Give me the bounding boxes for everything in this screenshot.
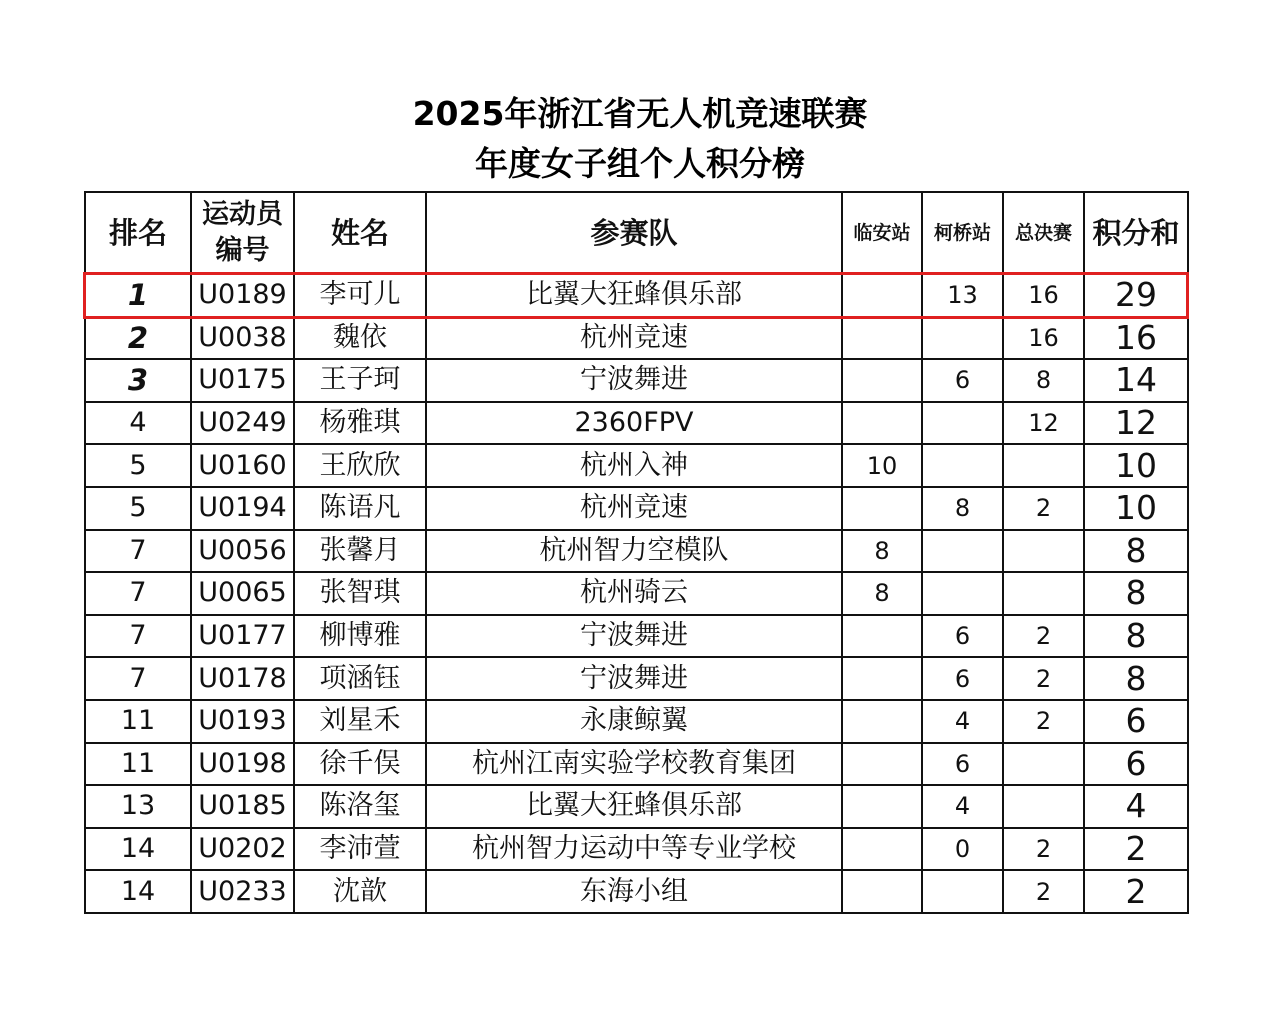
table-row <box>85 700 1188 743</box>
athlete-id-cell: U0065 <box>191 572 294 615</box>
table-row <box>85 657 1188 700</box>
total-points-cell: 8 <box>1084 572 1188 615</box>
header-linan: 临安站 <box>842 192 922 274</box>
header-athlete-id: 运动员编号 <box>191 192 294 274</box>
table-row <box>85 359 1188 402</box>
athlete-id-cell: U0056 <box>191 530 294 573</box>
table-row <box>85 572 1188 615</box>
final-points-cell <box>1003 743 1084 786</box>
total-points-cell: 29 <box>1084 274 1188 317</box>
linan-points-cell <box>842 785 922 828</box>
linan-points-cell <box>842 487 922 530</box>
athlete-id-cell: U0193 <box>191 700 294 743</box>
linan-points-cell <box>842 870 922 913</box>
total-points-cell: 8 <box>1084 657 1188 700</box>
keqiao-points-cell: 6 <box>922 657 1003 700</box>
table-row <box>85 615 1188 658</box>
keqiao-points-cell: 6 <box>922 359 1003 402</box>
team-cell: 杭州竞速 <box>426 317 842 360</box>
athlete-id-cell: U0178 <box>191 657 294 700</box>
name-cell: 李可儿 <box>294 274 426 317</box>
athlete-id-cell: U0185 <box>191 785 294 828</box>
final-points-cell: 2 <box>1003 487 1084 530</box>
keqiao-points-cell <box>922 317 1003 360</box>
name-cell: 魏依 <box>294 317 426 360</box>
athlete-id-cell: U0189 <box>191 274 294 317</box>
name-cell: 陈语凡 <box>294 487 426 530</box>
team-cell: 杭州入神 <box>426 444 842 487</box>
table-row <box>85 828 1188 871</box>
final-points-cell: 8 <box>1003 359 1084 402</box>
athlete-id-cell: U0038 <box>191 317 294 360</box>
linan-points-cell <box>842 743 922 786</box>
name-cell: 李沛萱 <box>294 828 426 871</box>
rank-cell: 7 <box>85 572 191 615</box>
rank-cell: 13 <box>85 785 191 828</box>
linan-points-cell: 8 <box>842 572 922 615</box>
rank-cell: 14 <box>85 828 191 871</box>
name-cell: 徐千俣 <box>294 743 426 786</box>
keqiao-points-cell: 13 <box>922 274 1003 317</box>
team-cell: 2360FPV <box>426 402 842 445</box>
final-points-cell <box>1003 444 1084 487</box>
keqiao-points-cell <box>922 402 1003 445</box>
keqiao-points-cell: 4 <box>922 700 1003 743</box>
rank-cell: 3 <box>85 359 191 402</box>
keqiao-points-cell <box>922 444 1003 487</box>
rank-cell: 5 <box>85 487 191 530</box>
final-points-cell: 16 <box>1003 274 1084 317</box>
table-row <box>85 402 1188 445</box>
total-points-cell: 10 <box>1084 487 1188 530</box>
rank-cell: 2 <box>85 317 191 360</box>
athlete-id-cell: U0249 <box>191 402 294 445</box>
name-cell: 王欣欣 <box>294 444 426 487</box>
linan-points-cell <box>842 828 922 871</box>
keqiao-points-cell: 4 <box>922 785 1003 828</box>
total-points-cell: 14 <box>1084 359 1188 402</box>
final-points-cell: 2 <box>1003 870 1084 913</box>
header-row <box>85 192 1188 274</box>
final-points-cell: 2 <box>1003 828 1084 871</box>
athlete-id-cell: U0202 <box>191 828 294 871</box>
page-subtitle: 年度女子组个人积分榜 <box>475 144 805 183</box>
final-points-cell: 12 <box>1003 402 1084 445</box>
keqiao-points-cell: 6 <box>922 743 1003 786</box>
rank-cell: 11 <box>85 743 191 786</box>
header-total: 积分和 <box>1084 192 1188 274</box>
linan-points-cell: 10 <box>842 444 922 487</box>
total-points-cell: 8 <box>1084 530 1188 573</box>
final-points-cell <box>1003 785 1084 828</box>
table-row <box>85 317 1188 360</box>
linan-points-cell <box>842 274 922 317</box>
standings-table <box>84 191 1189 914</box>
name-cell: 沈歆 <box>294 870 426 913</box>
table-row <box>85 444 1188 487</box>
table-row <box>85 743 1188 786</box>
rank-cell: 1 <box>85 274 191 317</box>
total-points-cell: 16 <box>1084 317 1188 360</box>
name-cell: 刘星禾 <box>294 700 426 743</box>
table-row <box>85 274 1188 317</box>
rank-cell: 7 <box>85 615 191 658</box>
team-cell: 比翼大狂蜂俱乐部 <box>426 274 842 317</box>
name-cell: 项涵钰 <box>294 657 426 700</box>
final-points-cell: 2 <box>1003 700 1084 743</box>
linan-points-cell <box>842 615 922 658</box>
total-points-cell: 4 <box>1084 785 1188 828</box>
name-cell: 陈洛玺 <box>294 785 426 828</box>
header-final: 总决赛 <box>1003 192 1084 274</box>
name-cell: 柳博雅 <box>294 615 426 658</box>
table-row <box>85 870 1188 913</box>
athlete-id-cell: U0194 <box>191 487 294 530</box>
final-points-cell: 2 <box>1003 657 1084 700</box>
linan-points-cell <box>842 402 922 445</box>
keqiao-points-cell <box>922 572 1003 615</box>
rank-cell: 11 <box>85 700 191 743</box>
team-cell: 杭州竞速 <box>426 487 842 530</box>
header-keqiao: 柯桥站 <box>922 192 1003 274</box>
rank-cell: 4 <box>85 402 191 445</box>
team-cell: 永康鲸翼 <box>426 700 842 743</box>
keqiao-points-cell: 0 <box>922 828 1003 871</box>
keqiao-points-cell <box>922 870 1003 913</box>
team-cell: 杭州智力运动中等专业学校 <box>426 828 842 871</box>
linan-points-cell <box>842 700 922 743</box>
page-title: 2025年浙江省无人机竞速联赛 <box>412 94 868 133</box>
final-points-cell: 2 <box>1003 615 1084 658</box>
team-cell: 杭州江南实验学校教育集团 <box>426 743 842 786</box>
athlete-id-cell: U0160 <box>191 444 294 487</box>
table-row <box>85 785 1188 828</box>
final-points-cell <box>1003 530 1084 573</box>
name-cell: 张馨月 <box>294 530 426 573</box>
team-cell: 东海小组 <box>426 870 842 913</box>
final-points-cell: 16 <box>1003 317 1084 360</box>
rank-cell: 5 <box>85 444 191 487</box>
total-points-cell: 12 <box>1084 402 1188 445</box>
name-cell: 杨雅琪 <box>294 402 426 445</box>
total-points-cell: 6 <box>1084 743 1188 786</box>
keqiao-points-cell: 8 <box>922 487 1003 530</box>
team-cell: 杭州智力空模队 <box>426 530 842 573</box>
linan-points-cell <box>842 359 922 402</box>
rank-cell: 7 <box>85 657 191 700</box>
keqiao-points-cell: 6 <box>922 615 1003 658</box>
linan-points-cell <box>842 657 922 700</box>
table-row <box>85 487 1188 530</box>
rank-cell: 7 <box>85 530 191 573</box>
athlete-id-cell: U0198 <box>191 743 294 786</box>
athlete-id-cell: U0175 <box>191 359 294 402</box>
athlete-id-cell: U0233 <box>191 870 294 913</box>
header-name: 姓名 <box>294 192 426 274</box>
team-cell: 比翼大狂蜂俱乐部 <box>426 785 842 828</box>
rank-cell: 14 <box>85 870 191 913</box>
header-rank: 排名 <box>85 192 191 274</box>
linan-points-cell <box>842 317 922 360</box>
linan-points-cell: 8 <box>842 530 922 573</box>
team-cell: 宁波舞进 <box>426 615 842 658</box>
total-points-cell: 2 <box>1084 828 1188 871</box>
team-cell: 杭州骑云 <box>426 572 842 615</box>
athlete-id-cell: U0177 <box>191 615 294 658</box>
name-cell: 张智琪 <box>294 572 426 615</box>
name-cell: 王子珂 <box>294 359 426 402</box>
final-points-cell <box>1003 572 1084 615</box>
keqiao-points-cell <box>922 530 1003 573</box>
total-points-cell: 8 <box>1084 615 1188 658</box>
header-team: 参赛队 <box>426 192 842 274</box>
table-row <box>85 530 1188 573</box>
team-cell: 宁波舞进 <box>426 359 842 402</box>
total-points-cell: 10 <box>1084 444 1188 487</box>
team-cell: 宁波舞进 <box>426 657 842 700</box>
total-points-cell: 2 <box>1084 870 1188 913</box>
total-points-cell: 6 <box>1084 700 1188 743</box>
